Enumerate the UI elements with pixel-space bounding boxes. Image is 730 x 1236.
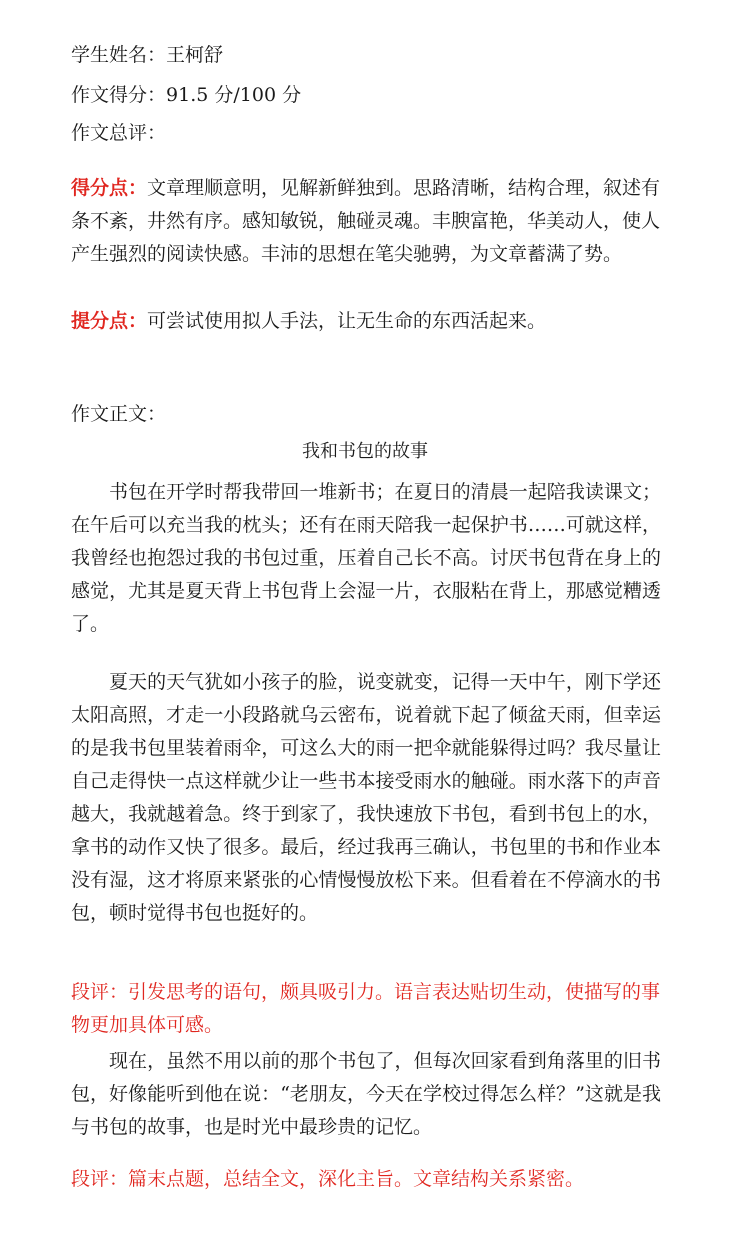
essay-paragraph-1: 书包在开学时帮我带回一堆新书；在夏日的清晨一起陪我读课文；在午后可以充当我的枕头；还有在雨天陪我一起保护书……可就这样，我曾经也抱怨过我的书包过重，压着自己长不高。讨厌书包背在身上的感觉，尤其是夏天背上书包背上会湿一片，衣服粘在背上，那感觉糟透了。 xyxy=(71,481,661,635)
improve-text: 可尝试使用拟人手法，让无生命的东西活起来。 xyxy=(147,310,547,332)
paragraph-comment-1 xyxy=(71,976,661,1042)
paragraph-comment-2-label: 段评： xyxy=(71,1168,129,1190)
paragraph-comment-2 xyxy=(71,1163,661,1196)
improve-label: 提分点： xyxy=(71,310,148,332)
score-label: 作文得分： xyxy=(71,84,167,106)
paragraph-comment-1-label: 段评： xyxy=(71,981,129,1003)
essay-paragraph-2: 夏天的天气犹如小孩子的脸，说变就变，记得一天中午，刚下学还太阳高照，才走一小段路就乌云密布，说着就下起了倾盆天雨，但幸运的是我书包里装着雨伞，可这么大的雨一把伞就能躲得过吗？我尽量让自己走得快一点这样就少让一些书本接受雨水的触碰。雨水落下的声音越大，我就越着急。终于到家了，我快速放下书包，看到书包上的水，拿书的动作又快了很多。最后，经过我再三确认，书包里的书和作业本没有湿，这才将原来紧张的心情慢慢放松下来。但看着在不停滴水的书包，顿时觉得书包也挺好的。 xyxy=(71,671,661,924)
strength-text: 文章理顺意明，见解新鲜独到。思路清晰，结构合理，叙述有条不紊，井然有序。感知敏锐，触碰灵魂。丰腴富艳，华美动人，使人产生强烈的阅读快感。丰沛的思想在笔尖驰骋，为文章蓄满了势。 xyxy=(71,177,661,265)
improve-block xyxy=(71,305,661,338)
student-name-label: 学生姓名： xyxy=(71,44,167,66)
essay-heading: 作文正文： xyxy=(71,403,167,425)
paragraph-comment-1-text: 引发思考的语句，颇具吸引力。语言表达贴切生动，使描写的事物更加具体可感。 xyxy=(71,981,661,1036)
overall-review-heading: 作文总评： xyxy=(71,122,167,144)
student-name-line xyxy=(71,43,223,67)
essay-title: 我和书包的故事 xyxy=(302,441,428,462)
paragraph-comment-2-text: 篇末点题，总结全文，深化主旨。文章结构关系紧密。 xyxy=(128,1168,585,1190)
essay-paragraph-3: 现在，虽然不用以前的那个书包了，但每次回家看到角落里的旧书包，好像能听到他在说：“老朋友，今天在学校过得怎么样？”这就是我与书包的故事，也是时光中最珍贵的记忆。 xyxy=(71,1050,661,1138)
score-value: 91.5 分/100 分 xyxy=(166,84,302,106)
strength-label: 得分点： xyxy=(71,177,148,199)
score-line xyxy=(71,83,301,107)
strength-block xyxy=(71,172,661,271)
student-name-value: 王柯舒 xyxy=(166,44,224,66)
